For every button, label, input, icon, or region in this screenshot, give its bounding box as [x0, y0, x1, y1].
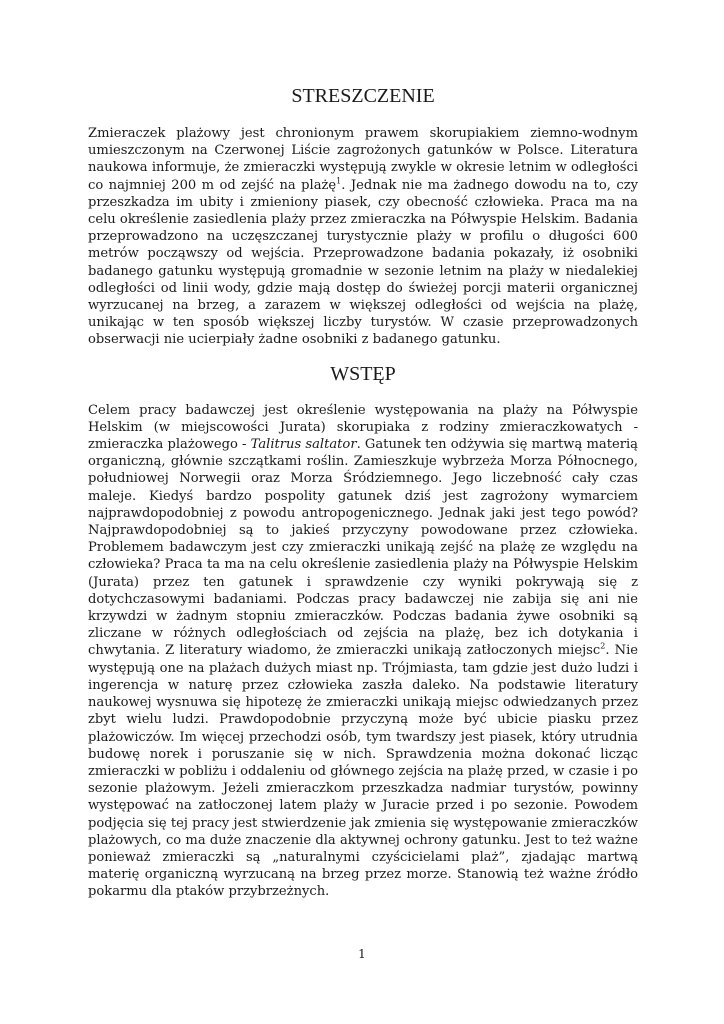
introduction-text-part-2: . Gatunek ten odżywia się martwą materią organiczną, głównie szczątkami roślin. Zamieszkuje wybrzeża Morza Północnego, południowej Norwegii oraz Morza Śródziemnego. Jego liczebność cały czas maleje. Kiedyś bardzo pospolity gatunek dziś jest zagrożony wymarciem najprawdopodobniej z powodu antropogenicznego. Jednak jaki jest tego powód? Najprawdopodobniej są to jakieś przyczyny powodowane przez człowieka. Problemem badawczym jest czy zmieraczki unikają zejść na plażę ze względu na człowieka? Praca ta ma na celu określenie zasiedlenia plaży na Półwyspie Helskim (Jurata) przez ten gatunek i sprawdzenie czy wyniki pokrywają się z dotychczasowymi badaniami. Podczas pracy badawczej nie zabija się ani nie krzywdzi w żadnym stopniu zmieraczków. Podczas badania żywe osobniki są zliczane w różnych odległościach od zejścia na plażę, bez ich dotykania i chwytania. Z literatury wiadomo, że zmieraczki unikają zatłoczonych miejsc	[88, 437, 638, 659]
page-number: 1	[358, 947, 366, 961]
introduction-heading: WSTĘP	[330, 362, 396, 385]
document-page	[88, 84, 638, 901]
abstract-paragraph	[88, 125, 638, 349]
species-name: Talitrus saltator	[250, 437, 357, 453]
introduction-paragraph	[88, 402, 638, 901]
footnote-ref-2[interactable]: 2	[600, 642, 606, 652]
abstract-heading: STRESZCZENIE	[291, 85, 435, 107]
abstract-text-part-1: Zmieraczek plażowy jest chronionym prawem skorupiakiem ziemno-wodnym umieszczonym na Czerwonej Liście zagrożonych gatunków w Polsce. Literatura naukowa informuje, że zmieraczki występują zwykle w okresie letnim w odległości co najmniej 200 m od zejść na plażę	[88, 126, 638, 193]
introduction-text-part-1: Celem pracy badawczej jest określenie występowania na plaży na Półwyspie Helskim (w miejscowości Jurata) skorupiaka z rodziny zmieraczkowatych - zmieraczka plażowego -	[88, 402, 638, 453]
abstract-text-part-2: . Jednak nie ma żadnego dowodu na to, czy przeszkadza im ubity i zmieniony piasek, czy obecność człowieka. Praca ma na celu określenie zasiedlenia plaży przez zmieraczka na Półwyspie Helskim. Badania przeprowadzono na uczęszczanej turystycznie plaży w profilu o długości 600 metrów począwszy od wejścia. Przeprowadzone badania pokazały, iż osobniki badanego gatunku występują gromadnie w sezonie letnim na plaży w niedalekiej odległości od linii wody, gdzie mają dostęp do świeżej porcji materii organicznej wyrzucanej na brzeg, a zarazem w większej odległości od wejścia na plażę, unikając w ten sposób większej liczby turystów. W czasie przeprowadzonych obserwacji nie ucierpiały żadne osobniki z badanego gatunku.	[88, 177, 638, 348]
introduction-text-part-3: . Nie występują one na plażach dużych miast np. Trójmiasta, tam gdzie jest dużo ludzi i ingerencja w naturę przez człowieka zaszła daleko. Na podstawie literatury naukowej wysnuwa się hipotezę że zmieraczki unikają miejsc odwiedzanych przez zbyt wielu ludzi. Prawdopodobnie przyczyną może być ubicie piasku przez plażowiczów. Im więcej przechodzi osób, tym twardszy jest piasek, który utrudnia budowę norek i poruszanie się w nich. Sprawdzenia można dokonać licząc zmieraczki w pobliżu i oddaleniu od głównego zejścia na plażę przed, w czasie i po sezonie plażowym. Jeżeli zmieraczkom przeszkadza nadmiar turystów, powinny występować na zatłoczonej latem plaży w Juracie przed i po sezonie. Powodem podjęcia się tej pracy jest stwierdzenie jak zmienia się występowanie zmieraczków plażowych, co ma duże znaczenie dla aktywnej ochrony gatunku. Jest to też ważne ponieważ zmieraczki są „naturalnymi czyścicielami plaż”, zjadając martwą materię organiczną wyrzucaną na brzeg przez morze. Stanowią też ważne źródło pokarmu dla ptaków przybrzeżnych.	[88, 643, 639, 900]
footnote-ref-1[interactable]: 1	[336, 176, 342, 186]
